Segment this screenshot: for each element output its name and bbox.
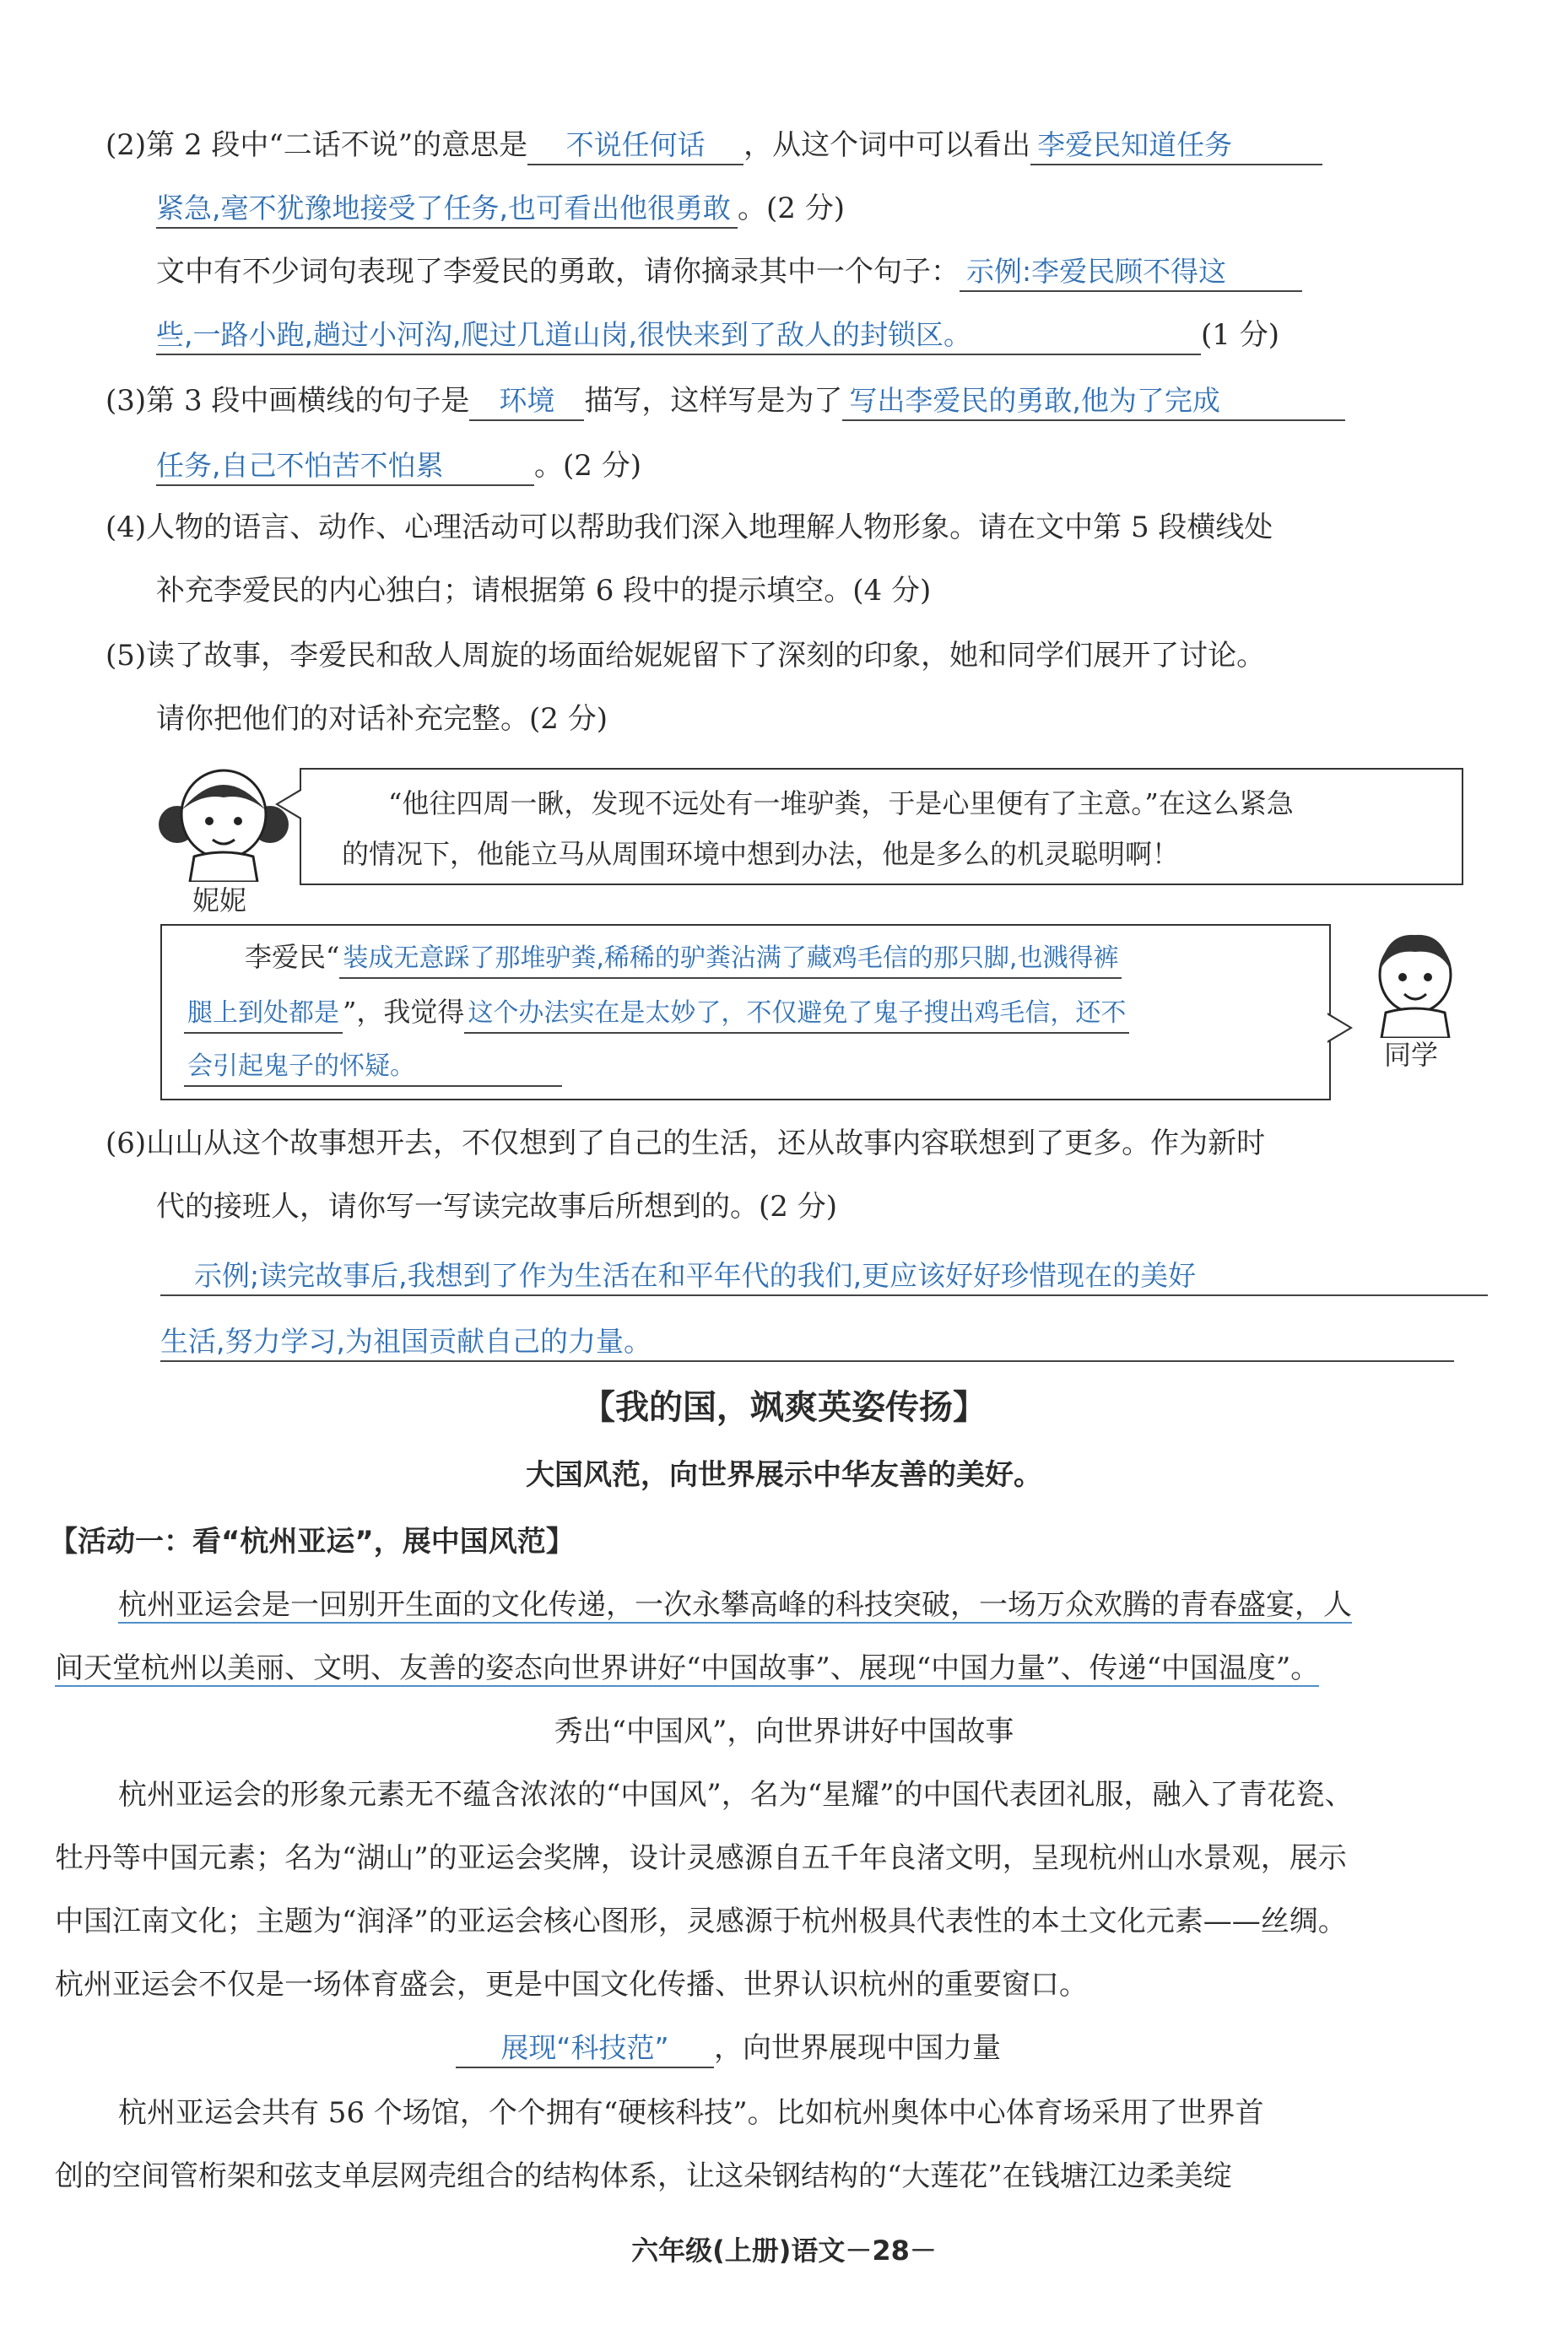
q6-answer-line1 <box>160 1257 1488 1296</box>
paragraph-text: 杭州亚运会是一回别开生面的文化传递，一次永攀高峰的科技突破，一场万众欢腾的青春盛宴，人 <box>118 1588 1352 1622</box>
nini-speech-line2: 的情况下，他能立马从周围环境中想到办法，他是多么的机灵聪明啊！ <box>342 838 1180 870</box>
score: 。(2 分) <box>737 192 845 225</box>
q6-line2: 代的接班人，请你写一写读完故事后所想到的。(2 分) <box>156 1190 837 1224</box>
paragraph-line <box>118 1586 1352 1624</box>
classmate-avatar <box>1360 928 1470 1038</box>
bubble-tail-fill <box>278 791 301 818</box>
paragraph-line: 杭州亚运会的形象元素无不蕴含浓浓的“中国风”，名为“星耀”的中国代表团礼服，融入了青花瓷、 <box>118 1778 1354 1812</box>
answer-blank[interactable]: 不说任何话 <box>527 127 743 165</box>
answer-blank[interactable]: 生活,努力学习,为祖国贡献自己的力量。 <box>160 1323 1454 1362</box>
activity-heading: 【活动一：看“杭州亚运”，展中国风范】 <box>49 1525 575 1559</box>
q2-text: 文中有不少词句表现了李爱民的勇敢，请你摘录其中一个句子： <box>156 255 960 289</box>
classmate-line1 <box>245 938 1122 979</box>
q5-line2: 请你把他们的对话补充完整。(2 分) <box>156 702 608 736</box>
q3-line2 <box>156 447 641 486</box>
answer-blank[interactable]: 示例:李爱民顾不得这 <box>960 253 1302 292</box>
page-footer: 六年级(上册)语文－28－ <box>631 2235 937 2267</box>
classmate-line2 <box>184 993 1129 1034</box>
q3-text: 描写，这样写是为了 <box>584 384 843 418</box>
q2-text: ，从这个词中可以看出 <box>743 128 1031 162</box>
paragraph-line <box>55 1650 1319 1687</box>
subheading-text: ，向世界展现中国力量 <box>714 2031 1001 2065</box>
answer-blank[interactable]: 会引起鬼子的怀疑。 <box>184 1048 562 1087</box>
answer-blank[interactable]: 这个办法实在是太妙了，不仅避免了鬼子搜出鸡毛信，还不 <box>464 995 1129 1034</box>
q3-line1 <box>105 382 1345 421</box>
paragraph-line: 牡丹等中国元素；名为“湖山”的亚运会奖牌，设计灵感源自五千年良渚文明，呈现杭州山水景观，展示 <box>55 1841 1347 1875</box>
q2-line3 <box>156 253 1302 292</box>
q2-text: (2)第 2 段中“二话不说”的意思是 <box>105 128 528 162</box>
q2-line2 <box>156 190 845 229</box>
section-subtitle: 大国风范，向世界展示中华友善的美好。 <box>526 1458 1042 1492</box>
bubble-tail-fill <box>1327 1014 1349 1041</box>
classmate-line3 <box>184 1046 562 1087</box>
answer-blank[interactable]: 环境 <box>469 382 584 421</box>
answer-blank[interactable]: 装成无意踩了那堆驴粪,稀稀的驴粪沾满了藏鸡毛信的那只脚,也溅得裤 <box>339 940 1122 979</box>
answer-blank[interactable]: 写出李爱民的勇敢,他为了完成 <box>842 382 1345 421</box>
speech-text: 李爱民“ <box>245 941 340 973</box>
paragraph-line: 杭州亚运会共有 56 个场馆，个个拥有“硬核科技”。比如杭州奥体中心体育场采用了世界首 <box>118 2096 1264 2130</box>
paragraph-text: 间天堂杭州以美丽、文明、友善的姿态向世界讲好“中国故事”、展现“中国力量”、传递“中国温度”。 <box>55 1651 1320 1685</box>
q6-line1: (6)山山从这个故事想开去，不仅想到了自己的生活，还从故事内容联想到了更多。作为新时 <box>105 1127 1266 1160</box>
speech-text: ”，我觉得 <box>343 996 465 1028</box>
nini-speech-line1: “他往四周一瞅，发现不远处有一堆驴粪，于是心里便有了主意。”在这么紧急 <box>388 787 1294 819</box>
section-title: 【我的国，飒爽英姿传扬】 <box>581 1388 987 1427</box>
answer-blank[interactable]: 示例;读完故事后,我想到了作为生活在和平年代的我们,更应该好好珍惜现在的美好 <box>160 1257 1488 1296</box>
subheading-tech <box>456 2029 1001 2068</box>
q2-line4 <box>156 316 1279 355</box>
answer-blank[interactable]: 些,一路小跑,趟过小河沟,爬过几道山岗,很快来到了敌人的封锁区。 <box>156 316 1201 355</box>
answer-blank[interactable]: 紧急,毫不犹豫地接受了任务,也可看出他很勇敢 <box>156 190 738 229</box>
paragraph-line: 创的空间管桁架和弦支单层网壳组合的结构体系，让这朵钢结构的“大莲花”在钱塘江边柔美绽 <box>55 2159 1232 2193</box>
nini-label: 妮妮 <box>192 884 247 916</box>
q5-line1: (5)读了故事，李爱民和敌人周旋的场面给妮妮留下了深刻的印象，她和同学们展开了讨论。 <box>105 639 1266 673</box>
q3-text: (3)第 3 段中画横线的句子是 <box>105 384 470 418</box>
paragraph-line: 中国江南文化；主题为“润泽”的亚运会核心图形，灵感源于杭州极具代表性的本土文化元素——丝绸。 <box>55 1905 1347 1938</box>
answer-blank[interactable]: 李爱民知道任务 <box>1030 127 1322 165</box>
answer-blank[interactable]: 腿上到处都是 <box>184 995 343 1034</box>
score: 。(2 分) <box>534 449 641 483</box>
subheading-china-style: 秀出“中国风”，向世界讲好中国故事 <box>554 1715 1014 1748</box>
score: (1 分) <box>1201 318 1279 352</box>
answer-blank[interactable]: 展现“科技范” <box>456 2029 714 2068</box>
paragraph-line: 杭州亚运会不仅是一场体育盛会，更是中国文化传播、世界认识杭州的重要窗口。 <box>55 1968 1088 2002</box>
q6-answer-line2 <box>160 1323 1454 1362</box>
classmate-label: 同学 <box>1384 1039 1439 1071</box>
q2-line1 <box>105 127 1322 165</box>
q4-line2: 补充李爱民的内心独白；请根据第 6 段中的提示填空。(4 分) <box>156 574 932 608</box>
nini-avatar <box>152 764 295 882</box>
answer-blank[interactable]: 任务,自己不怕苦不怕累 <box>156 447 534 486</box>
q4-line1: (4)人物的语言、动作、心理活动可以帮助我们深入地理解人物形象。请在文中第 5 段横线处 <box>105 511 1273 544</box>
